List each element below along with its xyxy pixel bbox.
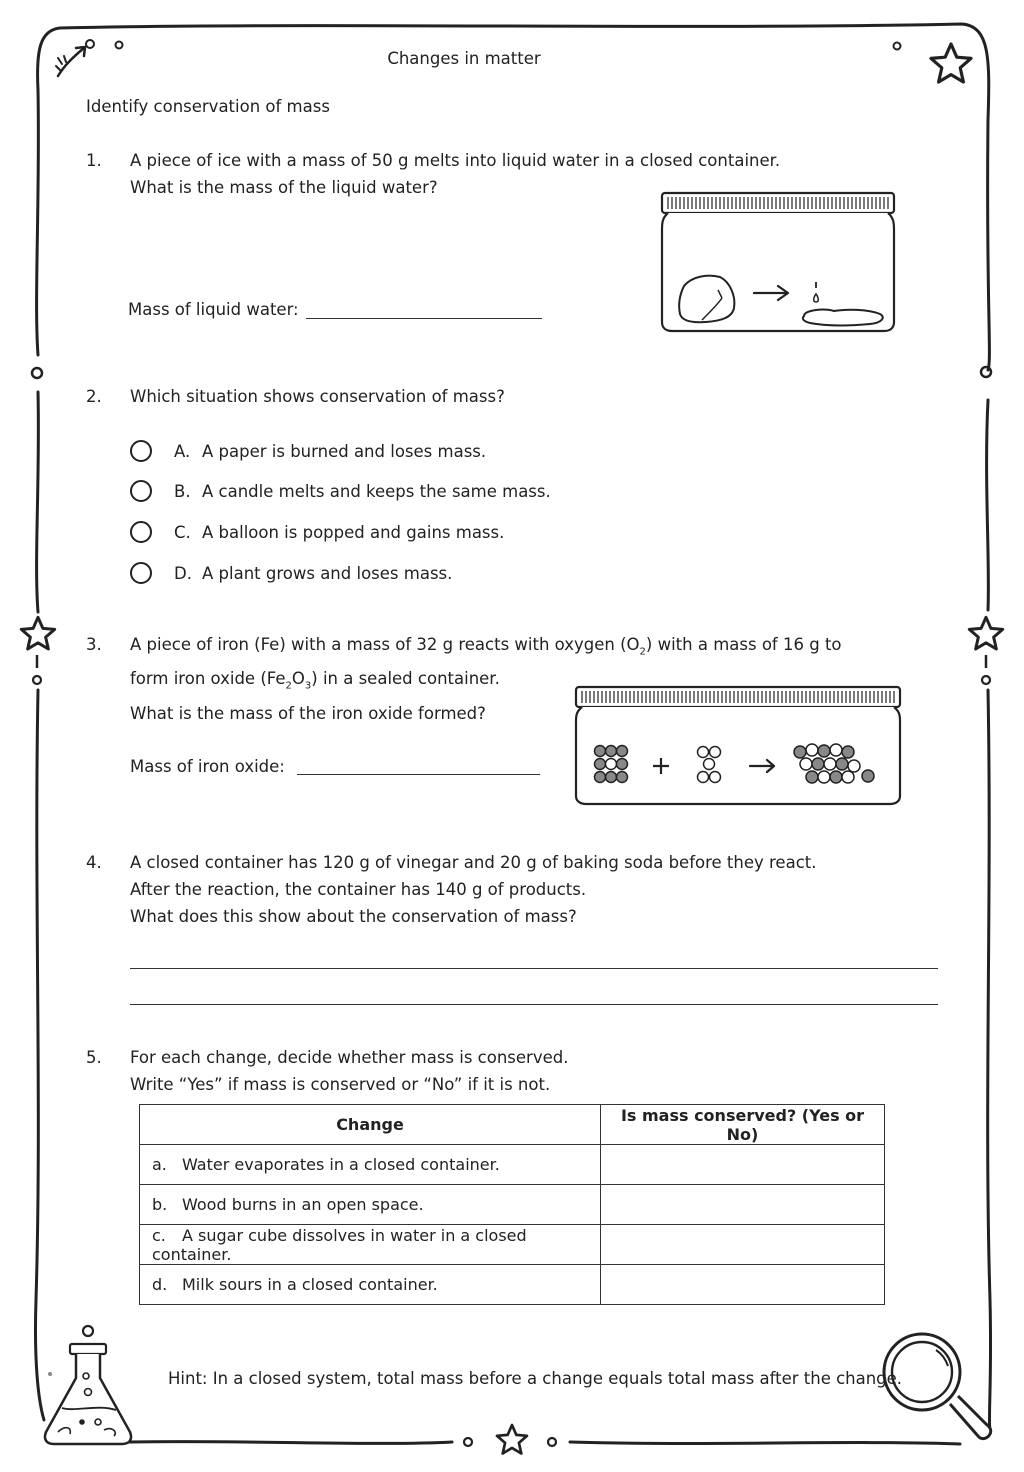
row-text: Milk sours in a closed container.: [182, 1275, 438, 1294]
answer-line[interactable]: [130, 968, 938, 969]
flask-icon: [38, 1322, 138, 1450]
option-text: A paper is burned and loses mass.: [202, 441, 487, 461]
question-number: 3.: [86, 635, 102, 654]
answer-cell[interactable]: [601, 1225, 885, 1265]
question-1-line: What is the mass of the liquid water?: [130, 178, 438, 197]
option-text: A balloon is popped and gains mass.: [202, 522, 505, 542]
option-letter: B.: [174, 481, 191, 501]
option-text: A candle melts and keeps the same mass.: [202, 481, 551, 501]
star-icon: [927, 40, 975, 88]
answer-cell[interactable]: [601, 1145, 885, 1185]
answer-line[interactable]: [297, 774, 540, 775]
change-cell: [140, 1185, 601, 1225]
ice-cube-icon: [679, 276, 734, 323]
change-cell: [140, 1145, 601, 1185]
question-number: 4.: [86, 853, 102, 872]
option-letter: A.: [174, 441, 191, 461]
answer-line[interactable]: [130, 1004, 938, 1005]
option-letter: C.: [174, 522, 191, 542]
jar-icon: [572, 684, 904, 808]
row-letter: a.: [152, 1155, 167, 1174]
table-row: [140, 1225, 885, 1265]
answer-label: Mass of liquid water:: [128, 300, 299, 319]
table-row: [140, 1145, 885, 1185]
hint-text: Hint: In a closed system, total mass before a change equals total mass after the change.: [168, 1369, 903, 1388]
row-letter: b.: [152, 1195, 168, 1214]
answer-line[interactable]: [306, 318, 542, 319]
radio-option-c[interactable]: [130, 521, 152, 543]
question-number: 5.: [86, 1048, 102, 1067]
option-text: A plant grows and loses mass.: [202, 563, 453, 583]
question-number: 1.: [86, 151, 102, 170]
radio-option-d[interactable]: [130, 562, 152, 584]
question-4-line: What does this show about the conservation of mass?: [130, 907, 577, 926]
star-icon: [494, 1422, 530, 1458]
option-d[interactable]: [130, 559, 452, 587]
question-3-line: A piece of iron (Fe) with a mass of 32 g reacts with oxygen $(O_2)$ with a mass of 16 g to: [130, 635, 842, 658]
conservation-table: [139, 1104, 885, 1305]
table-row: [140, 1265, 885, 1305]
question-5-text: [130, 1044, 568, 1098]
option-a[interactable]: [130, 437, 486, 465]
molecule-icon: [595, 746, 628, 783]
table-row: [140, 1185, 885, 1225]
star-icon: [966, 614, 1006, 654]
star-icon: [18, 614, 58, 654]
question-3-line: What is the mass of the iron oxide formed?: [130, 703, 486, 723]
change-cell: [140, 1265, 601, 1305]
question-4-line: After the reaction, the container has 140 g of products.: [130, 880, 587, 899]
answer-label: Mass of iron oxide:: [130, 757, 285, 776]
radio-option-a[interactable]: [130, 440, 152, 462]
question-4-line: A closed container has 120 g of vinegar and 20 g of baking soda before they react.: [130, 853, 817, 872]
question-4-text: [130, 849, 816, 930]
page-title: Changes in matter: [387, 49, 541, 68]
change-cell: [140, 1225, 601, 1265]
row-text: Wood burns in an open space.: [182, 1195, 424, 1214]
column-header-change: Change: [140, 1105, 601, 1145]
row-letter: c.: [152, 1225, 166, 1245]
question-3-line: form iron oxide $(Fe_2O_3)$ in a sealed container.: [130, 669, 500, 692]
column-header-conserved: Is mass conserved? (Yes or No): [601, 1105, 885, 1145]
question-5-line: For each change, decide whether mass is conserved.: [130, 1048, 569, 1067]
table-header-row: [140, 1105, 885, 1145]
answer-cell[interactable]: [601, 1265, 885, 1305]
option-b[interactable]: [130, 477, 551, 505]
worksheet-subtitle: Identify conservation of mass: [86, 97, 330, 116]
option-letter: D.: [174, 563, 192, 583]
jar-icon: [658, 190, 898, 335]
option-c[interactable]: [130, 518, 504, 546]
question-5-line: Write “Yes” if mass is conserved or “No” if it is not.: [130, 1075, 551, 1094]
question-2-text: Which situation shows conservation of mass?: [130, 387, 505, 406]
question-number: 2.: [86, 387, 102, 406]
radio-option-b[interactable]: [130, 480, 152, 502]
answer-cell[interactable]: [601, 1185, 885, 1225]
row-text: Water evaporates in a closed container.: [182, 1155, 500, 1174]
row-text: A sugar cube dissolves in water in a closed container.: [152, 1225, 527, 1264]
row-letter: d.: [152, 1275, 168, 1294]
question-1-line: A piece of ice with a mass of 50 g melts into liquid water in a closed container.: [130, 151, 781, 170]
